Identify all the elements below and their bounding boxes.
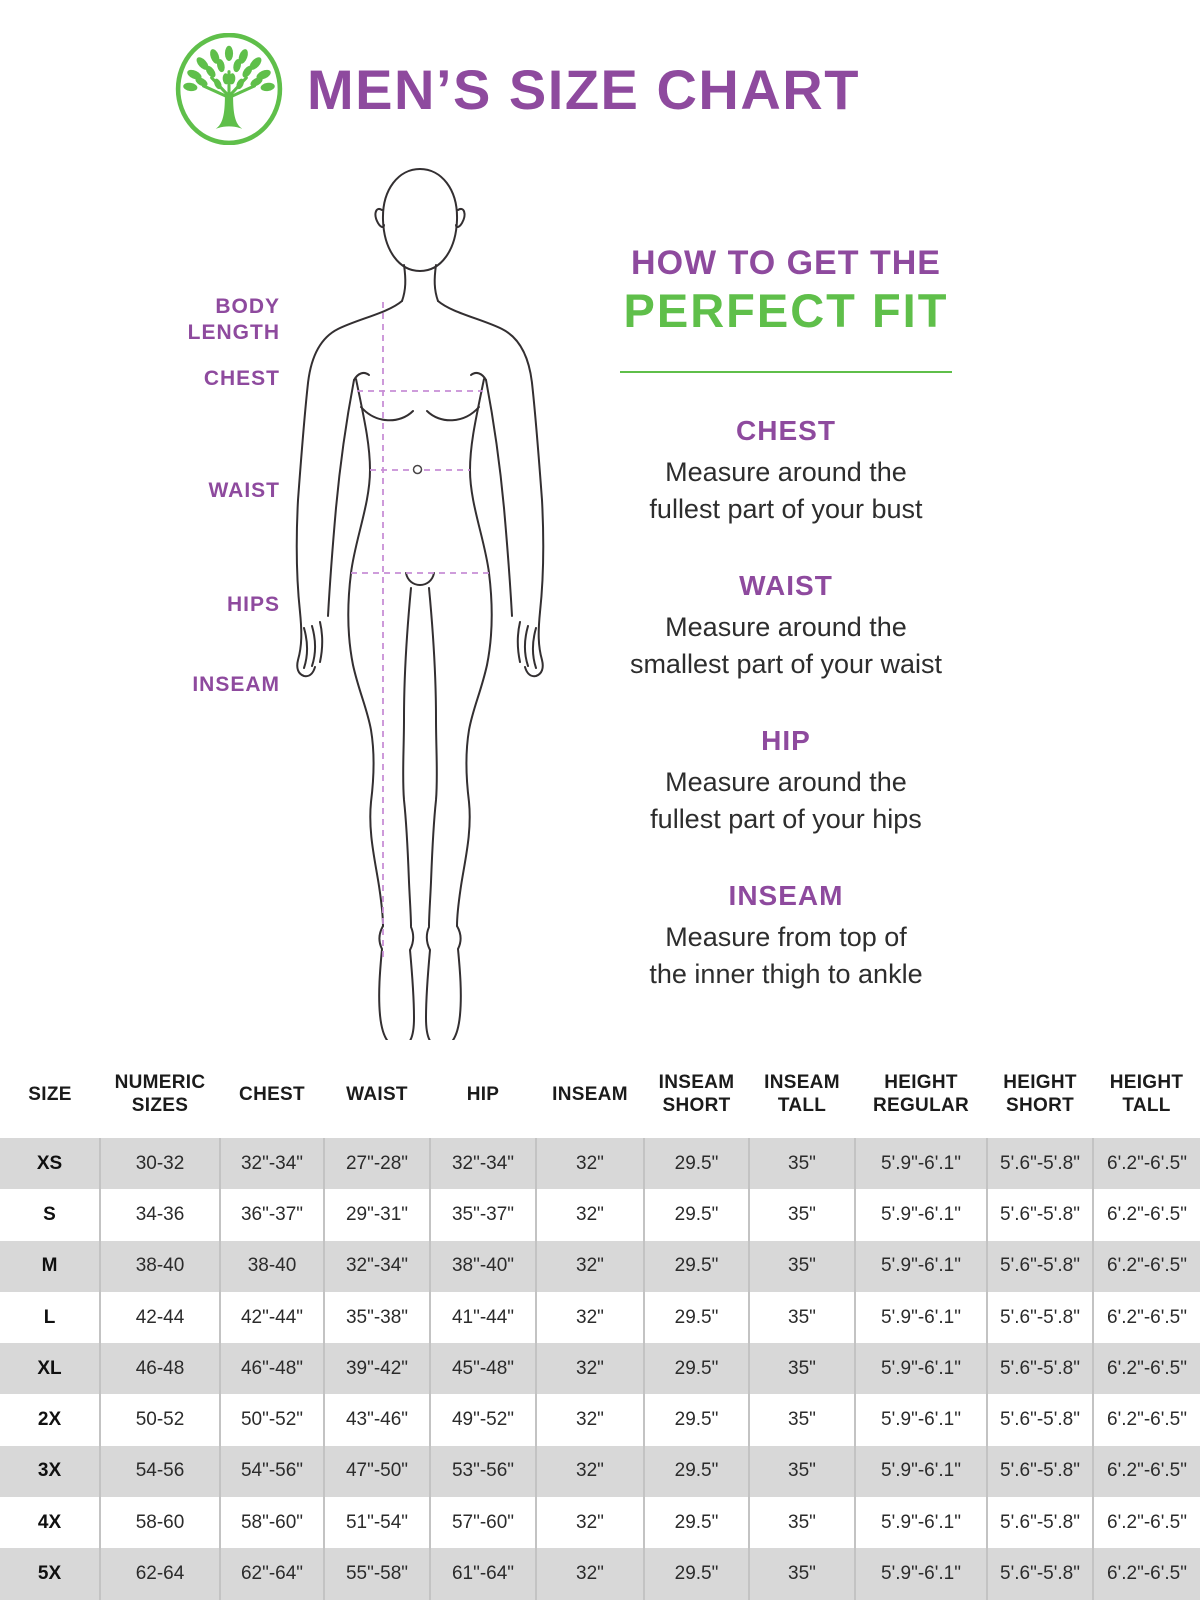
column-header-inseam-tall: INSEAM TALL [764, 1072, 840, 1116]
table-cell: 55"-58" [324, 1548, 430, 1599]
label-body-length: BODY LENGTH [187, 295, 280, 344]
table-row [0, 1343, 1200, 1394]
table-cell: 32" [536, 1189, 644, 1240]
table-cell: 29.5" [644, 1446, 749, 1497]
guide-section-title: HIP [761, 725, 811, 756]
table-cell: 5'.6"-5'.8" [987, 1394, 1093, 1445]
table-cell: 32" [536, 1446, 644, 1497]
table-cell: 29.5" [644, 1548, 749, 1599]
table-cell: 35" [749, 1446, 855, 1497]
label-inseam: INSEAM [192, 673, 280, 696]
guide-section-text-line1: Measure around the [665, 767, 907, 797]
table-cell: 32" [536, 1343, 644, 1394]
table-cell: 5'.6"-5'.8" [987, 1138, 1093, 1189]
table-cell: 5'.6"-5'.8" [987, 1446, 1093, 1497]
table-cell: 51"-54" [324, 1497, 430, 1548]
table-cell: 34-36 [100, 1189, 220, 1240]
size-cell: S [0, 1189, 100, 1240]
table-cell: 5'.6"-5'.8" [987, 1292, 1093, 1343]
table-cell: 43"-46" [324, 1394, 430, 1445]
table-row [0, 1394, 1200, 1445]
guide-section-hip [608, 725, 964, 838]
guide-section-inseam [608, 880, 964, 993]
label-waist: WAIST [208, 479, 280, 502]
table-cell: 29.5" [644, 1241, 749, 1292]
table-cell: 32"-34" [324, 1241, 430, 1292]
table-cell: 49"-52" [430, 1394, 536, 1445]
table-cell: 5'.9"-6'.1" [855, 1138, 987, 1189]
table-cell: 5'.9"-6'.1" [855, 1548, 987, 1599]
table-cell: 32" [536, 1497, 644, 1548]
table-cell: 6'.2"-6'.5" [1107, 1203, 1187, 1225]
table-header-row [0, 1050, 1200, 1138]
fit-guide [608, 243, 964, 993]
table-cell: 5'.6"-5'.8" [987, 1343, 1093, 1394]
guide-section-text-line1: Measure around the [665, 612, 907, 642]
table-cell: 57"-60" [430, 1497, 536, 1548]
guide-section-title: WAIST [739, 570, 833, 601]
green-divider [620, 371, 952, 373]
size-cell: XS [0, 1138, 100, 1189]
table-cell: 5'.9"-6'.1" [855, 1394, 987, 1445]
table-cell: 5'.6"-5'.8" [987, 1189, 1093, 1240]
size-cell: 3X [0, 1446, 100, 1497]
table-row [0, 1446, 1200, 1497]
table-row [0, 1548, 1200, 1599]
table-cell: 6'.2"-6'.5" [1107, 1306, 1187, 1328]
column-header-numeric-sizes: NUMERIC SIZES [114, 1072, 206, 1116]
table-cell: 35" [749, 1292, 855, 1343]
tree-logo-icon [173, 33, 285, 145]
size-table [0, 1050, 1200, 1600]
table-cell: 62-64 [100, 1548, 220, 1599]
table-cell: 29.5" [644, 1189, 749, 1240]
guide-section-text-line2: fullest part of your bust [649, 494, 923, 524]
table-cell: 50-52 [100, 1394, 220, 1445]
table-row [0, 1189, 1200, 1240]
table-cell: 5'.9"-6'.1" [855, 1446, 987, 1497]
table-cell: 6'.2"-6'.5" [1093, 1446, 1200, 1497]
table-cell: 5'.6"-5'.8" [987, 1548, 1093, 1599]
table-cell: 47"-50" [324, 1446, 430, 1497]
table-cell: 29"-31" [324, 1189, 430, 1240]
table-cell: 36"-37" [220, 1189, 324, 1240]
navel-mark [414, 466, 422, 474]
column-header-height-short: HEIGHT SHORT [1003, 1072, 1077, 1116]
table-row [0, 1138, 1200, 1189]
table-cell: 45"-48" [430, 1343, 536, 1394]
table-cell: 38-40 [220, 1241, 324, 1292]
table-cell: 39"-42" [324, 1343, 430, 1394]
table-cell: 35" [749, 1394, 855, 1445]
guide-section-text-line1: Measure around the [665, 457, 907, 487]
size-cell: 5X [0, 1548, 100, 1599]
column-header-inseam-short: INSEAM SHORT [658, 1072, 735, 1116]
table-cell: 54"-56" [220, 1446, 324, 1497]
table-cell: 32" [536, 1138, 644, 1189]
male-body-figure-illustration [280, 160, 560, 1040]
table-cell: 6'.2"-6'.5" [1093, 1138, 1200, 1189]
guide-section-text-line2: smallest part of your waist [629, 649, 943, 679]
size-table-body [0, 1138, 1200, 1600]
table-cell: 62"-64" [220, 1548, 324, 1599]
guide-section-title: CHEST [736, 415, 836, 446]
table-cell: 35" [749, 1138, 855, 1189]
column-header-chest: CHEST [239, 1083, 305, 1105]
table-cell: 29.5" [644, 1343, 749, 1394]
table-cell: 29.5" [644, 1394, 749, 1445]
table-cell: 38-40 [100, 1241, 220, 1292]
table-cell: 5'.9"-6'.1" [855, 1292, 987, 1343]
table-cell: 35" [749, 1241, 855, 1292]
table-cell: 54-56 [100, 1446, 220, 1497]
size-cell: XL [0, 1343, 100, 1394]
table-cell: 5'.9"-6'.1" [855, 1241, 987, 1292]
table-cell: 35" [749, 1548, 855, 1599]
table-cell: 32"-34" [430, 1138, 536, 1189]
table-cell: 30-32 [100, 1138, 220, 1189]
table-cell: 35" [749, 1497, 855, 1548]
table-cell: 35"-38" [324, 1292, 430, 1343]
column-header-waist: WAIST [346, 1083, 408, 1105]
table-cell: 35"-37" [430, 1189, 536, 1240]
guide-heading-line2: PERFECT FIT [623, 284, 949, 337]
table-cell: 58"-60" [220, 1497, 324, 1548]
table-cell: 41"-44" [430, 1292, 536, 1343]
guide-section-text-line1: Measure from top of [665, 922, 907, 952]
label-hips: HIPS [226, 593, 280, 616]
guide-section-chest [608, 415, 964, 528]
table-cell: 5'.9"-6'.1" [855, 1497, 987, 1548]
guide-section-waist [608, 570, 964, 683]
guide-heading-line1: HOW TO GET THE [631, 244, 941, 282]
size-cell: L [0, 1292, 100, 1343]
table-cell: 32" [536, 1394, 644, 1445]
table-row [0, 1241, 1200, 1292]
table-cell: 32"-34" [220, 1138, 324, 1189]
table-cell: 42"-44" [220, 1292, 324, 1343]
table-cell: 29.5" [644, 1138, 749, 1189]
column-header-hip: HIP [466, 1083, 500, 1105]
table-cell: 50"-52" [220, 1394, 324, 1445]
table-row [0, 1497, 1200, 1548]
table-cell: 32" [536, 1241, 644, 1292]
table-cell: 53"-56" [430, 1446, 536, 1497]
table-cell: 38"-40" [430, 1241, 536, 1292]
table-cell: 46-48 [100, 1343, 220, 1394]
table-cell: 5'.6"-5'.8" [987, 1497, 1093, 1548]
guide-section-text-line2: the inner thigh to ankle [649, 959, 923, 989]
table-cell: 6'.2"-6'.5" [1107, 1511, 1187, 1533]
column-header-size: SIZE [28, 1083, 72, 1105]
table-cell: 35" [749, 1343, 855, 1394]
table-cell: 6'.2"-6'.5" [1107, 1409, 1187, 1431]
table-cell: 32" [536, 1548, 644, 1599]
table-cell: 27"-28" [324, 1138, 430, 1189]
table-cell: 6'.2"-6'.5" [1093, 1548, 1200, 1599]
column-header-inseam: INSEAM [552, 1083, 628, 1105]
column-header-height-tall: HEIGHT TALL [1109, 1072, 1184, 1116]
table-cell: 42-44 [100, 1292, 220, 1343]
table-cell: 32" [536, 1292, 644, 1343]
table-cell: 29.5" [644, 1497, 749, 1548]
table-cell: 5'.9"-6'.1" [855, 1189, 987, 1240]
table-cell: 46"-48" [220, 1343, 324, 1394]
column-header-height-regular: HEIGHT REGULAR [872, 1072, 970, 1116]
label-chest: CHEST [203, 367, 280, 390]
table-cell: 5'.9"-6'.1" [855, 1343, 987, 1394]
guide-section-text-line2: fullest part of your hips [650, 804, 922, 834]
size-cell: M [0, 1241, 100, 1292]
size-cell: 2X [0, 1394, 100, 1445]
table-cell: 29.5" [644, 1292, 749, 1343]
brand-header [173, 33, 860, 145]
size-cell: 4X [0, 1497, 100, 1548]
table-row [0, 1292, 1200, 1343]
table-cell: 6'.2"-6'.5" [1093, 1241, 1200, 1292]
table-cell: 5'.6"-5'.8" [987, 1241, 1093, 1292]
table-cell: 61"-64" [430, 1548, 536, 1599]
page-title: MEN’S SIZE CHART [307, 57, 860, 121]
table-cell: 58-60 [100, 1497, 220, 1548]
table-cell: 6'.2"-6'.5" [1093, 1343, 1200, 1394]
table-cell: 35" [749, 1189, 855, 1240]
guide-section-title: INSEAM [728, 880, 844, 911]
